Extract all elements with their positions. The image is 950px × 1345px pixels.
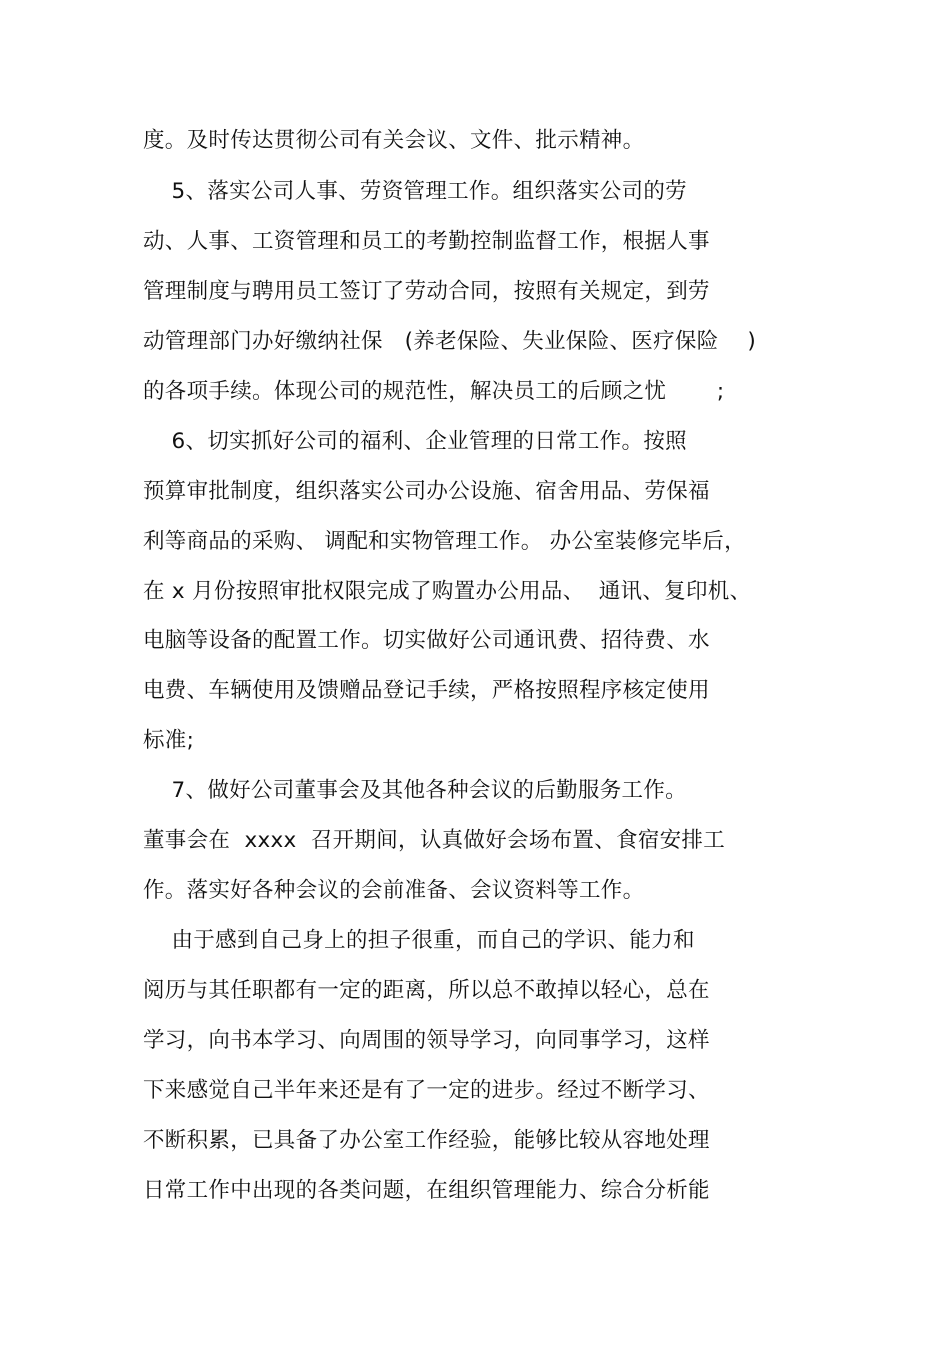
text-line: 电脑等设备的配置工作。切实做好公司通讯费、招待费、水	[143, 628, 710, 653]
text-line: 标准;	[143, 728, 195, 753]
text-line: 下来感觉自己半年来还是有了一定的进步。经过不断学习、	[143, 1078, 710, 1103]
text-line: 不断积累，已具备了办公室工作经验，能够比较从容地处理	[143, 1128, 710, 1153]
text-line: 日常工作中出现的各类问题，在组织管理能力、综合分析能	[143, 1178, 710, 1203]
text-line: 利等商品的采购、 调配和实物管理工作。 办公室装修完毕后，	[143, 529, 746, 554]
text-line: 学习，向书本学习、向周围的领导学习，向同事学习，这样	[143, 1028, 710, 1053]
text-line: 7、做好公司董事会及其他各种会议的后勤服务工作。	[143, 778, 687, 803]
text-line: 管理制度与聘用员工签订了劳动合同，按照有关规定，到劳	[143, 279, 710, 304]
text-line: 董事会在 xxxx 召开期间，认真做好会场布置、食宿安排工	[143, 828, 726, 853]
text-line: 动管理部门办好缴纳社保 (养老保险、失业保险、医疗保险 )	[143, 329, 757, 354]
text-line: 在 x 月份按照审批权限完成了购置办公用品、 通讯、复印机、	[143, 579, 752, 604]
text-line: 5、落实公司人事、劳资管理工作。组织落实公司的劳	[143, 179, 687, 204]
text-line: 作。落实好各种会议的会前准备、会议资料等工作。	[143, 878, 645, 903]
text-line: 6、切实抓好公司的福利、企业管理的日常工作。按照	[143, 429, 687, 454]
text-line: 电费、车辆使用及馈赠品登记手续，严格按照程序核定使用	[143, 678, 710, 703]
text-line: 阅历与其任职都有一定的距离，所以总不敢掉以轻心，总在	[143, 978, 710, 1003]
text-line: 的各项手续。体现公司的规范性，解决员工的后顾之忧 ;	[143, 379, 725, 404]
text-line: 动、人事、工资管理和员工的考勤控制监督工作，根据人事	[143, 229, 710, 254]
text-line: 度。及时传达贯彻公司有关会议、文件、批示精神。	[143, 128, 645, 153]
text-line: 预算审批制度，组织落实公司办公设施、宿舍用品、劳保福	[143, 479, 710, 504]
text-line: 由于感到自己身上的担子很重，而自己的学识、能力和	[143, 928, 695, 953]
